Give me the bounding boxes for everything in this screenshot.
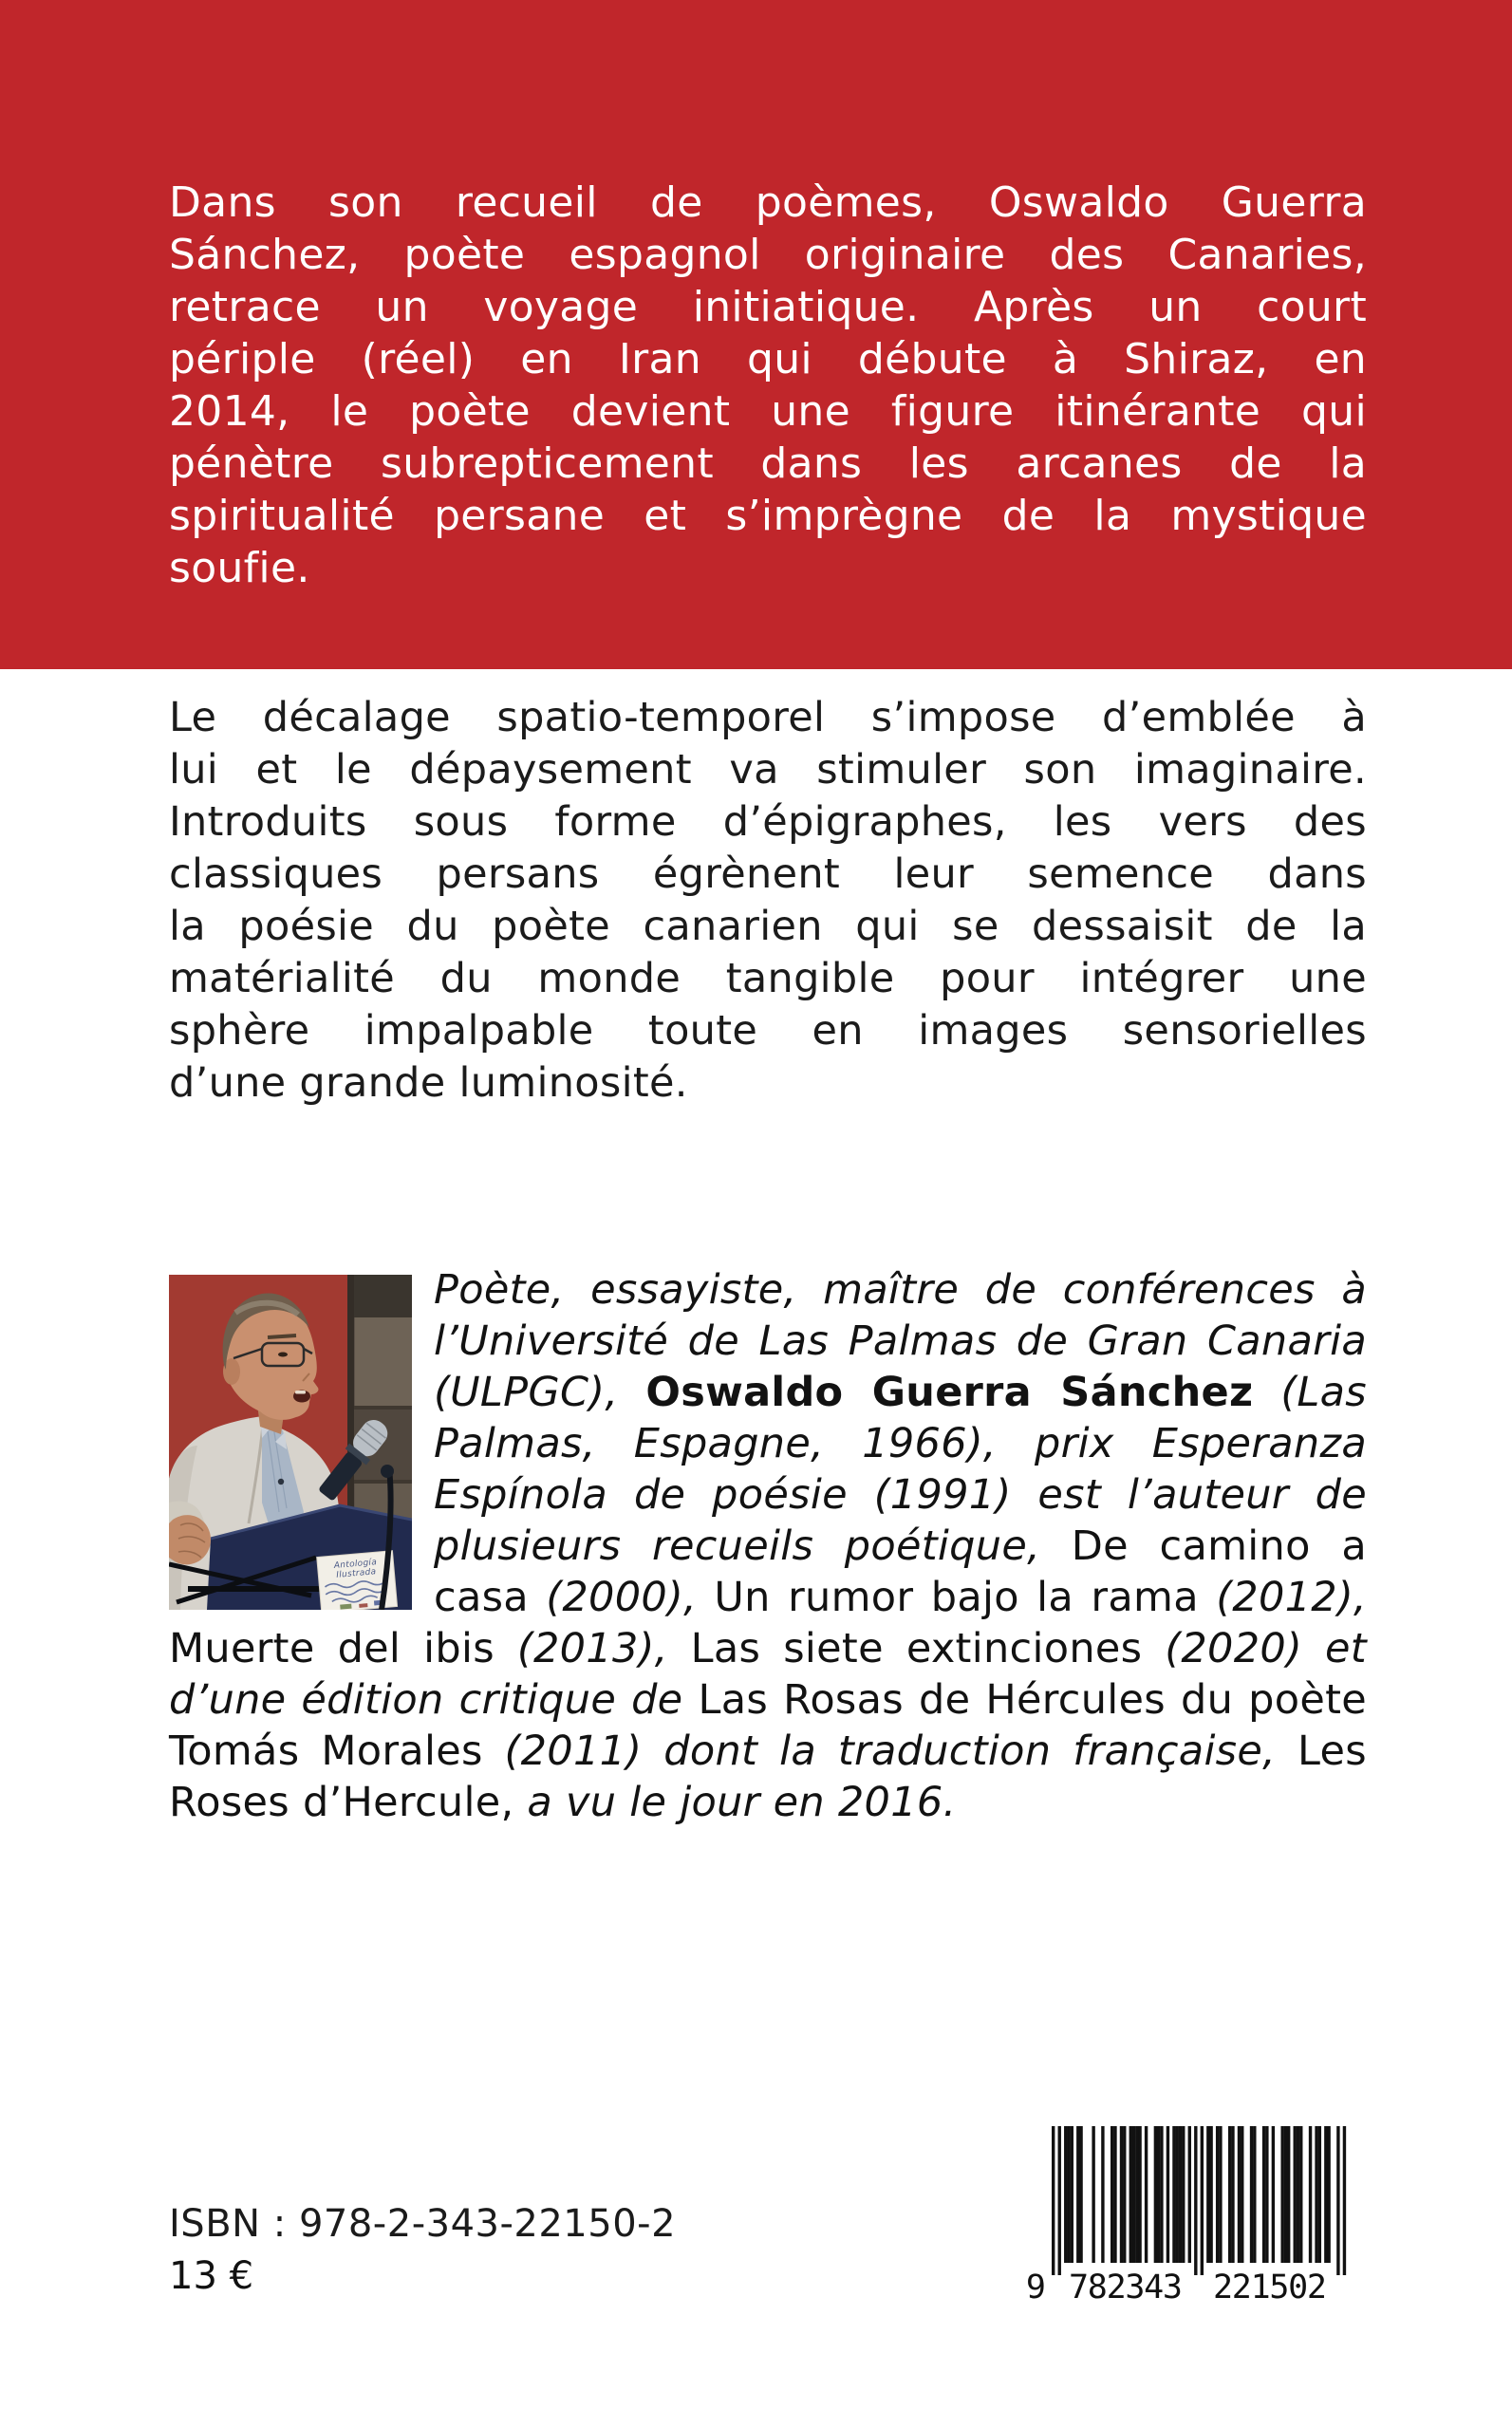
price-text: 13 € [169, 2254, 254, 2298]
author-bio [169, 1264, 1367, 1828]
text-line: sphère impalpable toute en images sensorielles [169, 1007, 1367, 1055]
text-line: périple (réel) en Iran qui débute à Shiraz, en [169, 335, 1367, 383]
bio-segment: (2013), [494, 1625, 691, 1672]
bio-segment: Muerte del ibis [169, 1625, 495, 1672]
synopsis-paragraph [169, 692, 1367, 1110]
text-line: 2014, le poète devient une figure itinérante qui [169, 387, 1367, 436]
photo-eyebrow [268, 1335, 296, 1337]
text-line: Introduits sous forme d’épigraphes, les vers des [169, 798, 1367, 846]
intro-paragraph [169, 177, 1367, 594]
text-line: matérialité du monde tangible pour intégrer une [169, 955, 1367, 1002]
bio-segment: (2000), [528, 1574, 715, 1621]
bio-segment: a vu le jour en 2016. [513, 1779, 957, 1826]
bio-segment: Las Rosas de Hércules du poète Tomás Morales [169, 1676, 1367, 1775]
ean13-barcode [1025, 2126, 1367, 2302]
text-line: classiques persans égrènent leur semence dans [169, 850, 1367, 898]
card-title-line2: Ilustrada [335, 1567, 377, 1580]
bio-segment: (2020) et d’une édition critique de [169, 1625, 1367, 1724]
isbn-text: ISBN : 978-2-343-22150-2 [169, 2202, 677, 2246]
bio-segment: Oswaldo Guerra Sánchez [645, 1369, 1254, 1416]
intro-band [0, 0, 1512, 669]
bio-segment: (2011) dont la traduction française, [482, 1727, 1298, 1775]
text-line: la poésie du poète canarien qui se dessaisit de la [169, 903, 1367, 950]
author-photo [169, 1275, 412, 1610]
bio-segment: De camino a casa [434, 1522, 1367, 1621]
bio-segment: (2012), [1198, 1574, 1367, 1621]
bio-segment: Poète, essayiste, maître de conférences à l’Université de Las Palmas de Gran Canaria (ULPGC), [434, 1266, 1367, 1416]
text-line: Le décalage spatio-temporel s’impose d’emblée à [169, 694, 1367, 741]
text-line: lui et le dépaysement va stimuler son imaginaire. [169, 746, 1367, 794]
barcode-digits-group2: 221502 [1213, 2269, 1327, 2302]
bio-segment: (Las Palmas, Espagne, 1966), prix Esperanza Espínola de poésie (1991) est l’auteur de plusieurs recueils poétique, [434, 1369, 1368, 1570]
text-line: retrace un voyage initiatique. Après un court [169, 283, 1367, 331]
text-line: Sánchez, poète espagnol originaire des Canaries, [169, 231, 1367, 279]
author-photo-illustration [169, 1275, 412, 1610]
barcode-bars [1052, 2126, 1346, 2275]
barcode-digit-left: 9 [1025, 2269, 1046, 2302]
text-line: spiritualité persane et s’imprègne de la mystique [169, 492, 1367, 540]
card-title-line1: Antología [333, 1558, 378, 1572]
text-line: soufie. [169, 544, 310, 592]
text-line: Dans son recueil de poèmes, Oswaldo Guerra [169, 178, 1367, 227]
bio-segment: Les Roses d’Hercule, [169, 1727, 1367, 1826]
bio-segment: Un rumor bajo la rama [714, 1574, 1199, 1621]
text-line: d’une grande luminosité. [169, 1059, 688, 1107]
barcode-digits-group1: 782343 [1069, 2269, 1183, 2302]
text-line: pénètre subrepticement dans les arcanes de la [169, 439, 1367, 488]
bio-segment: Las siete extinciones [690, 1625, 1143, 1672]
